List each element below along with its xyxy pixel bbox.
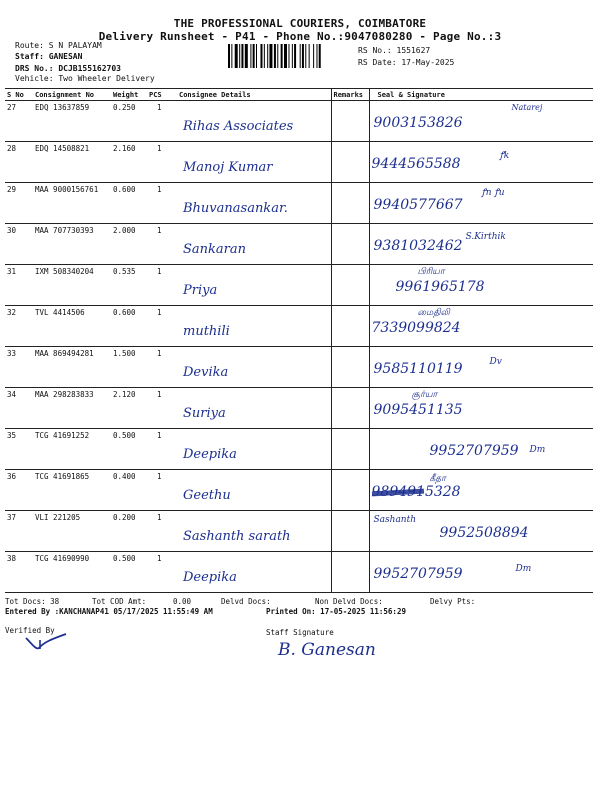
total-cod-label: Tot COD Amt: xyxy=(92,597,147,606)
barcode-bar xyxy=(231,44,232,68)
table-row xyxy=(5,347,593,388)
receiver-signature: Natarej xyxy=(511,103,543,112)
consignment-cell: IXM 508340204 xyxy=(33,265,111,306)
pcs-cell: 1 xyxy=(147,347,177,388)
col-pcs: PCS xyxy=(147,89,177,101)
table-row xyxy=(5,101,593,142)
weight-cell: 0.500 xyxy=(111,552,147,593)
consignee-cell xyxy=(177,347,331,388)
consignment-cell: TCG 41691252 xyxy=(33,429,111,470)
verified-by-label: Verified By xyxy=(5,626,55,635)
weight-cell: 0.600 xyxy=(111,183,147,224)
receiver-signature: S.Kirthik xyxy=(465,232,506,242)
table-row xyxy=(5,388,593,429)
receiver-signature: பிரியா xyxy=(417,267,445,277)
barcode-bar xyxy=(269,44,272,68)
consignment-cell: TVL 4414506 xyxy=(33,306,111,347)
receiver-signature: மைதிலி xyxy=(417,308,450,318)
table-header-row xyxy=(5,89,593,101)
sno-cell: 30 xyxy=(5,224,33,265)
delivered-docs: Delvd Docs: xyxy=(221,597,271,606)
consignee-cell xyxy=(177,265,331,306)
seal-signature-cell xyxy=(369,265,593,306)
seal-signature-cell xyxy=(369,347,593,388)
consignee-name: Devika xyxy=(183,365,229,380)
seal-signature-cell xyxy=(369,429,593,470)
seal-signature-cell xyxy=(369,183,593,224)
table-row xyxy=(5,265,593,306)
consignee-cell xyxy=(177,224,331,265)
weight-cell: 2.160 xyxy=(111,142,147,183)
pcs-cell: 1 xyxy=(147,388,177,429)
table-row xyxy=(5,429,593,470)
table-row xyxy=(5,511,593,552)
seal-signature-cell xyxy=(369,511,593,552)
remarks-cell xyxy=(331,511,369,552)
consignee-cell xyxy=(177,552,331,593)
barcode-bar xyxy=(250,44,251,68)
sno-cell: 29 xyxy=(5,183,33,224)
receiver-phone: 9961965178 xyxy=(395,279,485,295)
total-cod-amount: 0.00 xyxy=(173,597,192,606)
pcs-cell: 1 xyxy=(147,265,177,306)
receiver-phone: 9381032462 xyxy=(373,238,463,254)
runsheet-subtitle: Delivery Runsheet - P41 - Phone No.:9047080280 - Page No.:3 xyxy=(98,30,502,43)
sno-cell: 35 xyxy=(5,429,33,470)
consignee-cell xyxy=(177,429,331,470)
consignment-cell: MAA 869494281 xyxy=(33,347,111,388)
receiver-phone: 9894915328 xyxy=(371,484,461,500)
weight-cell: 0.535 xyxy=(111,265,147,306)
pcs-cell: 1 xyxy=(147,552,177,593)
runsheet-title: THE PROFESSIONAL COURIERS, COIMBATORE xyxy=(173,17,427,30)
barcode-bar xyxy=(235,44,238,68)
consignee-cell xyxy=(177,511,331,552)
weight-cell: 2.000 xyxy=(111,224,147,265)
consignment-cell: VLI 221205 xyxy=(33,511,111,552)
table-body xyxy=(5,101,593,593)
receiver-phone: 7339099824 xyxy=(371,320,461,336)
sno-cell: 31 xyxy=(5,265,33,306)
seal-signature-cell xyxy=(369,470,593,511)
consignee-cell xyxy=(177,388,331,429)
remarks-cell xyxy=(331,347,369,388)
barcode-bar xyxy=(292,44,293,68)
consignment-cell: EDQ 14508821 xyxy=(33,142,111,183)
col-remarks: Remarks xyxy=(331,89,369,101)
remarks-cell xyxy=(331,470,369,511)
barcode-bar xyxy=(256,44,257,68)
receiver-phone: 9952707959 xyxy=(429,443,519,459)
pcs-cell: 1 xyxy=(147,429,177,470)
receiver-phone: 9952707959 xyxy=(373,566,463,582)
consignee-cell xyxy=(177,306,331,347)
barcode-bar xyxy=(245,44,248,68)
barcode-bar xyxy=(302,44,304,68)
sno-cell: 34 xyxy=(5,388,33,429)
staff-label: Staff: GANESAN xyxy=(15,52,83,61)
verified-check-mark xyxy=(22,630,82,652)
receiver-signature: சூர்யா xyxy=(411,390,438,400)
receiver-signature: ꝭn ꝭu xyxy=(481,188,505,198)
consignee-name: muthili xyxy=(183,324,230,339)
table-row xyxy=(5,224,593,265)
receiver-signature: Sashanth xyxy=(373,515,417,525)
consignment-cell: MAA 9000156761 xyxy=(33,183,111,224)
barcode-bar xyxy=(274,44,276,68)
non-delivered-docs: Non Delvd Docs: xyxy=(315,597,383,606)
consignee-cell xyxy=(177,101,331,142)
barcode-bar xyxy=(300,44,301,68)
delivery-points: Delvy Pts: xyxy=(430,597,476,606)
receiver-signature: கீதா xyxy=(429,474,446,484)
col-consignment: Consignment No xyxy=(33,89,111,101)
sno-cell: 36 xyxy=(5,470,33,511)
barcode-bar xyxy=(264,44,265,68)
weight-cell: 0.500 xyxy=(111,429,147,470)
sno-cell: 37 xyxy=(5,511,33,552)
seal-signature-cell xyxy=(369,306,593,347)
consignment-cell: TCG 41691865 xyxy=(33,470,111,511)
receiver-signature: ꝭk xyxy=(499,151,510,161)
rs-number: RS No.: 1551627 xyxy=(358,46,431,55)
weight-cell: 0.400 xyxy=(111,470,147,511)
consignee-name: Bhuvanasankar. xyxy=(183,201,288,216)
rs-date: RS Date: 17-May-2025 xyxy=(358,58,455,67)
pcs-cell: 1 xyxy=(147,511,177,552)
weight-cell: 0.600 xyxy=(111,306,147,347)
barcode-bar xyxy=(294,44,296,68)
consignment-cell: EDQ 13637859 xyxy=(33,101,111,142)
entered-by: Entered By :KANCHANAP41 05/17/2025 11:55:49 AM xyxy=(5,607,213,616)
receiver-phone: 9444565588 xyxy=(371,156,461,172)
col-weight: Weight xyxy=(111,89,147,101)
receiver-phone: 9585110119 xyxy=(373,361,463,377)
staff-signature: B. Ganesan xyxy=(278,640,376,660)
col-sno: S No xyxy=(5,89,33,101)
remarks-cell xyxy=(331,265,369,306)
consignee-name: Suriya xyxy=(183,406,226,421)
consignment-cell: MAA 707730393 xyxy=(33,224,111,265)
remarks-cell xyxy=(331,306,369,347)
barcode-bar xyxy=(253,44,255,68)
barcode-bar xyxy=(316,44,317,68)
receiver-phone: 9940577667 xyxy=(373,197,463,213)
pcs-cell: 1 xyxy=(147,142,177,183)
barcode-bar xyxy=(305,44,306,68)
remarks-cell xyxy=(331,183,369,224)
route-label: Route: S N PALAYAM xyxy=(15,41,102,50)
pcs-cell: 1 xyxy=(147,306,177,347)
consignment-cell: TCG 41690990 xyxy=(33,552,111,593)
sno-cell: 28 xyxy=(5,142,33,183)
table-row xyxy=(5,552,593,593)
consignee-name: Deepika xyxy=(183,570,237,585)
table-row xyxy=(5,183,593,224)
pcs-cell: 1 xyxy=(147,101,177,142)
remarks-cell xyxy=(331,388,369,429)
drs-number: DRS No.: DCJB155162703 xyxy=(15,64,121,73)
consignee-name: Manoj Kumar xyxy=(183,160,273,175)
barcode-bar xyxy=(228,44,230,68)
weight-cell: 1.500 xyxy=(111,347,147,388)
sno-cell: 38 xyxy=(5,552,33,593)
consignment-cell: MAA 298283833 xyxy=(33,388,111,429)
barcode-bar xyxy=(309,44,310,68)
barcode-bar xyxy=(260,44,262,68)
consignee-name: Deepika xyxy=(183,447,237,462)
barcode-bar xyxy=(284,44,287,68)
remarks-cell xyxy=(331,552,369,593)
barcode xyxy=(228,44,352,68)
sno-cell: 33 xyxy=(5,347,33,388)
printed-on: Printed On: 17-05-2025 11:56:29 xyxy=(266,607,406,616)
consignee-cell xyxy=(177,470,331,511)
receiver-signature: Dm xyxy=(515,564,532,574)
consignee-name: Sashanth sarath xyxy=(183,529,291,544)
vehicle-label: Vehicle: Two Wheeler Delivery xyxy=(15,74,155,83)
barcode-bar xyxy=(288,44,289,68)
consignee-name: Priya xyxy=(183,283,218,298)
barcode-bar xyxy=(241,44,243,68)
barcode-bar xyxy=(267,44,268,68)
pcs-cell: 1 xyxy=(147,470,177,511)
barcode-bar xyxy=(313,44,314,68)
seal-signature-cell xyxy=(369,101,593,142)
weight-cell: 0.250 xyxy=(111,101,147,142)
consignee-name: Geethu xyxy=(183,488,231,503)
weight-cell: 2.120 xyxy=(111,388,147,429)
barcode-bar xyxy=(277,44,278,68)
barcode-bar xyxy=(281,44,283,68)
consignee-name: Rihas Associates xyxy=(183,119,294,134)
sno-cell: 27 xyxy=(5,101,33,142)
weight-cell: 0.200 xyxy=(111,511,147,552)
barcode-bar xyxy=(239,44,240,68)
receiver-phone: 9952508894 xyxy=(439,525,529,541)
total-docs: Tot Docs: 38 xyxy=(5,597,60,606)
barcode-bar xyxy=(319,44,321,68)
staff-signature-label: Staff Signature xyxy=(266,628,334,637)
remarks-cell xyxy=(331,101,369,142)
consignee-name: Sankaran xyxy=(183,242,246,257)
seal-signature-cell xyxy=(369,552,593,593)
seal-signature-cell xyxy=(369,388,593,429)
receiver-phone: 9003153826 xyxy=(373,115,463,131)
receiver-phone: 9095451135 xyxy=(373,402,463,418)
pcs-cell: 1 xyxy=(147,183,177,224)
receiver-signature: Dm xyxy=(529,445,546,455)
col-seal: Seal & Signature xyxy=(369,89,593,101)
sno-cell: 32 xyxy=(5,306,33,347)
seal-signature-cell xyxy=(369,224,593,265)
remarks-cell xyxy=(331,429,369,470)
consignee-cell xyxy=(177,183,331,224)
table-row xyxy=(5,470,593,511)
remarks-cell xyxy=(331,224,369,265)
runsheet-table xyxy=(5,88,593,593)
table-row xyxy=(5,142,593,183)
receiver-signature: Dv xyxy=(489,357,502,367)
pcs-cell: 1 xyxy=(147,224,177,265)
consignee-cell xyxy=(177,142,331,183)
seal-signature-cell xyxy=(369,142,593,183)
col-consignee: Consignee Details xyxy=(177,89,331,101)
table-row xyxy=(5,306,593,347)
remarks-cell xyxy=(331,142,369,183)
